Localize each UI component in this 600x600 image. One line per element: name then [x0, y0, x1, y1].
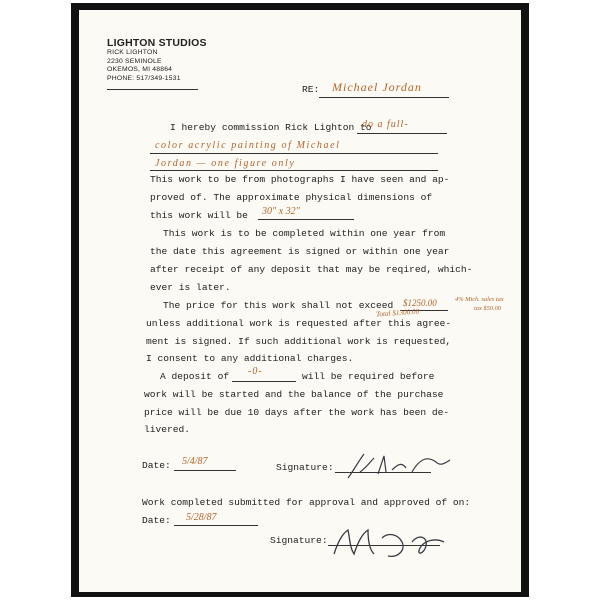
body-line-13: ment is signed. If such additional work is requested,	[146, 336, 452, 347]
price-note-handwritten-2: tax $50.00	[474, 305, 501, 312]
deposit-rule	[232, 381, 296, 382]
body-line-14: I consent to any additional charges.	[146, 353, 354, 364]
signature-label-1: Signature:	[276, 462, 334, 473]
body-line-8: the date this agreement is signed or within one year	[150, 246, 450, 257]
re-subject-handwritten: Michael Jordan	[332, 80, 422, 94]
price-handwritten: $1250.00	[403, 298, 437, 308]
commission-task-hand-1: do a full-	[362, 119, 409, 130]
street-address: 2230 SEMINOLE	[107, 57, 162, 65]
body-line-16: work will be started and the balance of the purchase	[144, 389, 444, 400]
handwritten-signature-2	[328, 524, 468, 564]
body-line-18: livered.	[144, 424, 191, 435]
body-line-11: The price for this work shall not exceed	[163, 300, 394, 311]
studio-name: LIGHTON STUDIOS	[107, 37, 207, 49]
body-line-12: unless additional work is requested after this agree-	[146, 318, 452, 329]
artist-name: RICK LIGHTON	[107, 49, 158, 56]
date-handwritten-2: 5/28/87	[186, 512, 217, 523]
letterhead-rule	[107, 89, 198, 90]
commission-rule-3	[150, 170, 438, 171]
commission-rule-1	[357, 133, 447, 134]
date-rule-2	[174, 525, 258, 526]
date-handwritten-1: 5/4/87	[182, 456, 208, 467]
deposit-handwritten: -0-	[248, 366, 263, 377]
body-line-5: proved of. The approximate physical dimensions of	[150, 192, 433, 203]
dimensions-handwritten: 30" x 32"	[262, 206, 300, 217]
body-line-17: price will be due 10 days after the work has been de-	[144, 407, 450, 418]
deposit-line-start: A deposit of	[160, 371, 230, 382]
date-label-2: Date:	[142, 515, 171, 526]
letterhead	[107, 37, 207, 83]
signature-label-2: Signature:	[270, 535, 328, 546]
date-rule-1	[174, 470, 236, 471]
handwritten-signature-1	[340, 448, 470, 488]
re-label: RE:	[302, 84, 320, 95]
commission-rule-2	[150, 153, 438, 154]
deposit-line-end: will be required before	[302, 371, 435, 382]
price-note-handwritten: 4% Mich. sales tax	[455, 296, 504, 303]
phone-number: PHONE: 517/349-1531	[107, 74, 181, 82]
dimensions-rule	[258, 219, 354, 220]
completion-text: Work completed submitted for approval and approved of on:	[142, 497, 471, 508]
commission-task-hand-3: Jordan — one figure only	[155, 158, 296, 169]
body-line-6: this work will be	[150, 210, 248, 221]
commission-task-hand-2: color acrylic painting of Michael	[155, 140, 341, 151]
total-handwritten: Total $1300.00	[375, 307, 420, 319]
body-line-4: This work to be from photographs I have seen and ap-	[150, 174, 450, 185]
body-line-9: after receipt of any deposit that may be reqired, which-	[150, 264, 473, 275]
city-address: OKEMOS, MI 48864	[107, 66, 173, 74]
date-label-1: Date:	[142, 460, 171, 471]
re-underline	[319, 97, 449, 98]
body-line-10: ever is later.	[150, 282, 231, 293]
commission-line-1: I hereby commission Rick Lighton to	[170, 122, 372, 133]
body-line-7: This work is to be completed within one year from	[163, 228, 446, 239]
